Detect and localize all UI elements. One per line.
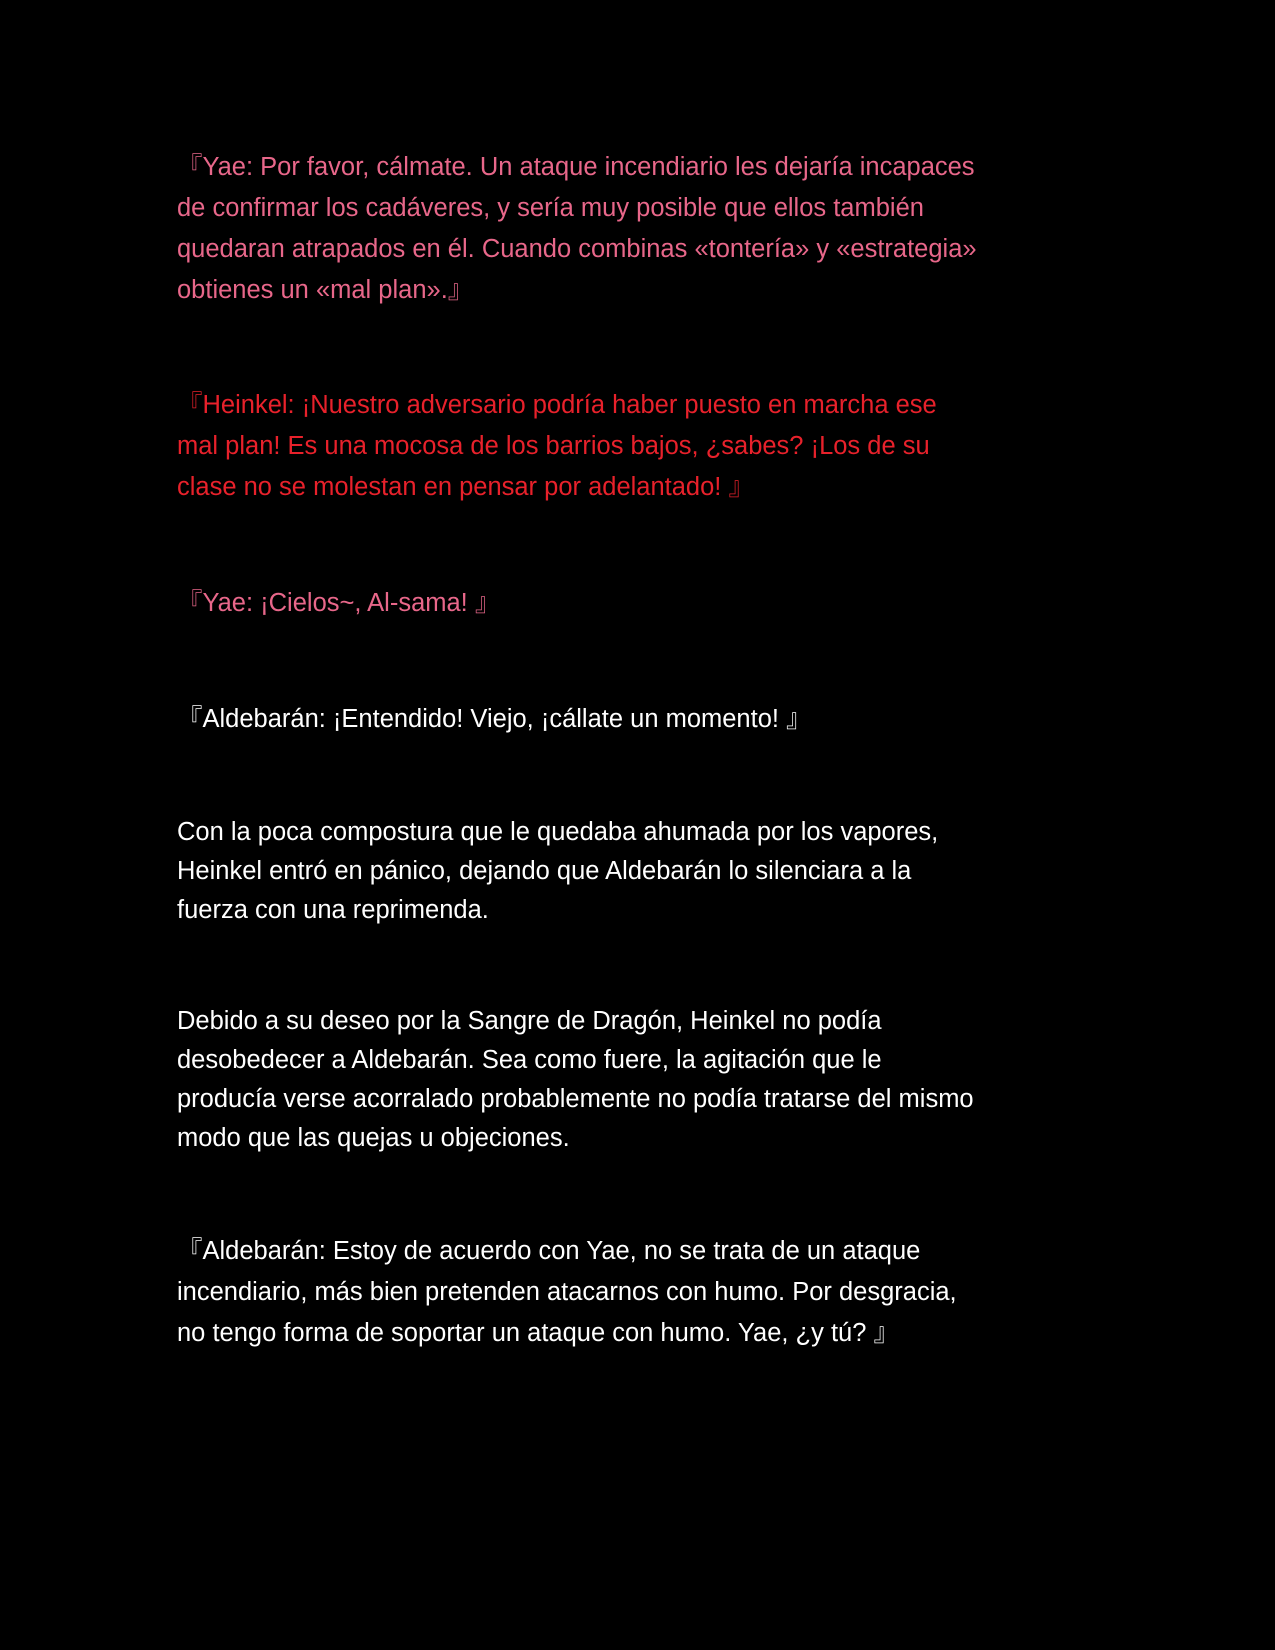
narration-dragon-blood: Debido a su deseo por la Sangre de Dragón, Heinkel no podía desobedecer a Aldebarán. Sea como fuere, la agitación que le producía verse acorralado probablemente no podía tratarse del mismo modo que las quejas u objeciones. [177,1007,974,1152]
dialogue-yae-calm-down: 『Yae: Por favor, cálmate. Un ataque incendiario les dejaría incapaces de confirmar los cadáveres, y sería muy posible que ellos también quedaran atrapados en él. Cuando combinas «tontería» y «estrategia» obtienes un «mal plan».』 [177,153,977,304]
narration-heinkel-panic: Con la poca compostura que le quedaba ahumada por los vapores, Heinkel entró en pánico, dejando que Aldebarán lo silenciara a la fuerza con una reprimenda. [177,818,939,924]
dialogue-aldebaran-smoke-attack: 『Aldebarán: Estoy de acuerdo con Yae, no se trata de un ataque incendiario, más bien pretenden atacarnos con humo. Por desgracia, no tengo forma de soportar un ataque con humo. Yae, ¿y tú? 』 [177,1237,957,1347]
dialogue-heinkel-bad-plan: 『Heinkel: ¡Nuestro adversario podría haber puesto en marcha ese mal plan! Es una mocosa de los barrios bajos, ¿sabes? ¡Los de su clase no se molestan en pensar por adelantado! 』 [177,391,937,501]
dialogue-aldebaran-understood: 『Aldebarán: ¡Entendido! Viejo, ¡cállate un momento! 』 [177,705,812,733]
dialogue-yae-cielos: 『Yae: ¡Cielos~, Al-sama! 』 [177,589,501,617]
